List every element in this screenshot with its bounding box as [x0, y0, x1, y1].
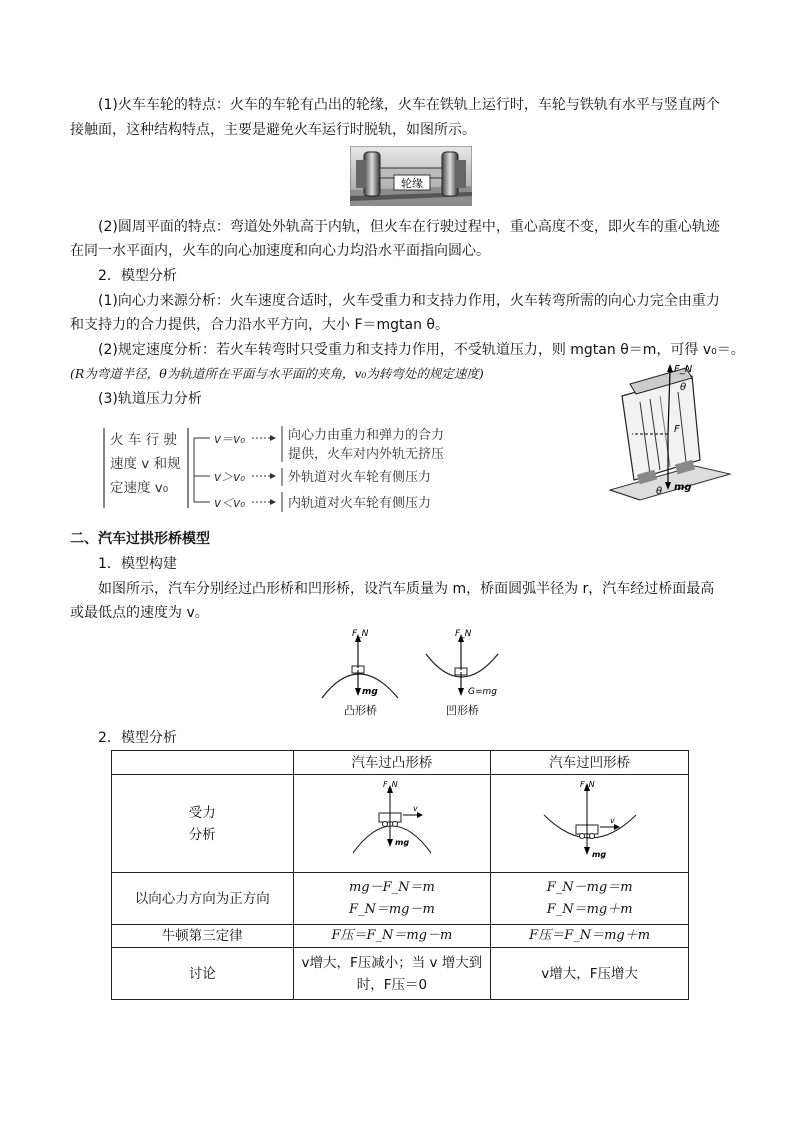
- table-row-centripetal-direction: [112, 873, 689, 925]
- paragraph-bridge-intro-line1: 如图所示，汽车分别经过凸形桥和凹形桥，设汽车质量为 m，桥面圆弧半径为 r，汽车经过桥面最高: [98, 581, 715, 597]
- paragraph-wheel-feature-line1: (1)火车车轮的特点：火车的车轮有凸出的轮缘，火车在铁轨上运行时，车轮与铁轨有水平与竖直两个: [98, 97, 720, 113]
- table-header-concave: 汽车过凹形桥: [491, 751, 689, 775]
- table-header-row: [112, 751, 689, 775]
- table-convex-equations: [293, 873, 491, 925]
- concave-equation-line1: F_N－mg＝m: [546, 879, 633, 895]
- convex-bridge-caption: 凸形桥: [344, 704, 377, 717]
- table-convex-discussion: [293, 948, 491, 1000]
- paragraph-centripetal-source-line1: (1)向心力来源分析：火车速度合适时，火车受重力和支持力作用，火车转弯所需的向心力完全由重力: [98, 293, 720, 309]
- table-convex-pressure: F压＝F_N＝mg－m: [293, 925, 491, 948]
- convex-discussion-line2: 时，F压＝0: [356, 976, 428, 993]
- table-row-newton-third-law: [112, 925, 689, 948]
- train-fig-fn-label: F_N: [674, 364, 693, 375]
- bridges-figure: [318, 628, 508, 720]
- convex-mg-label: mg: [362, 687, 378, 697]
- branch-case-greater: v＞v₀: [214, 470, 246, 484]
- table-concave-fn-label: F_N: [579, 780, 595, 789]
- table-row-force-analysis: [112, 775, 689, 873]
- train-fig-f-label: F: [674, 424, 680, 435]
- table-convex-mg-label: mg: [394, 838, 409, 847]
- table-concave-discussion: v增大，F压增大: [491, 948, 689, 1000]
- paragraph-track-pressure: (3)轨道压力分析: [98, 391, 202, 407]
- paragraph-bridge-intro-line2: 或最低点的速度为 v。: [70, 605, 209, 621]
- paragraph-circular-plane-line2: 在同一水平面内，火车的向心加速度和向心力均沿水平面指向圆心。: [70, 243, 490, 259]
- branch-root-line2: 速度 v 和规: [110, 456, 181, 472]
- force-analysis-label-line1: 受力: [188, 804, 216, 821]
- convex-fn-label: F_N: [352, 629, 369, 639]
- table-row-discussion: [112, 948, 689, 1000]
- table-fig-concave: [491, 775, 689, 873]
- branch-root-line1: 火 车 行 驶: [110, 432, 177, 448]
- table-label-discussion: 讨论: [112, 948, 294, 1000]
- track-pressure-diagram: [102, 424, 482, 514]
- paragraph-centripetal-source-line2: 和支持力的合力提供，合力沿水平方向，大小 F＝mgtan θ。: [70, 317, 449, 333]
- table-convex-fn-label: F_N: [382, 780, 398, 789]
- heading-model-analysis: 2．模型分析: [98, 268, 177, 284]
- heading-model-construction: 1．模型构建: [98, 556, 177, 572]
- train-fig-theta2-label: θ: [656, 486, 663, 497]
- train-fig-theta-label: θ: [680, 382, 687, 393]
- branch-root-line3: 定速度 v₀: [110, 480, 169, 496]
- train-fig-mg-label: mg: [674, 482, 692, 493]
- train-wheel-image: [350, 146, 472, 206]
- train-banked-track-figure: [600, 362, 735, 502]
- concave-bridge-caption: 凹形桥: [446, 704, 479, 717]
- table-convex-v-label: v: [412, 804, 418, 813]
- wheel-flange-label: 轮缘: [401, 177, 423, 190]
- concave-fn-label: F_N: [455, 629, 472, 639]
- heading-arch-bridge-model: 二、汽车过拱形桥模型: [70, 531, 210, 547]
- paragraph-rated-speed: (2)规定速度分析：若火车转弯时只受重力和支持力作用，不受轨道压力，则 mgtan θ＝m，可得 v₀＝。: [98, 342, 745, 358]
- table-label-centripetal-direction: 以向心力方向为正方向: [112, 873, 294, 925]
- table-concave-mg-label: mg: [591, 850, 606, 859]
- table-header-convex: 汽车过凸形桥: [293, 751, 491, 775]
- force-analysis-label-line2: 分析: [188, 826, 216, 843]
- table-fig-convex: [293, 775, 491, 873]
- branch-result3: 内轨道对火车轮有侧压力: [288, 496, 432, 511]
- paragraph-circular-plane-line1: (2)圆周平面的特点：弯道处外轨高于内轨，但火车在行驶过程中，重心高度不变，即火车的重心轨迹: [98, 219, 720, 235]
- table-label-force-analysis: [112, 775, 294, 873]
- table-concave-equations: [491, 873, 689, 925]
- paragraph-rated-speed-note: (R为弯道半径，θ为轨道所在平面与水平面的夹角，v₀为转弯处的规定速度): [70, 366, 484, 381]
- concave-equation-line2: F_N＝mg＋m: [546, 901, 633, 917]
- convex-discussion-line1: v增大，F压减小；当 v 增大到: [301, 954, 483, 971]
- table-concave-v-label: v: [609, 816, 615, 825]
- branch-result2: 外轨道对火车轮有侧压力: [288, 470, 432, 485]
- table-corner-cell: [112, 751, 294, 775]
- concave-g-label: G=mg: [468, 687, 497, 697]
- heading-model-analysis-2: 2．模型分析: [98, 730, 177, 746]
- branch-case-equal: v＝v₀: [214, 432, 246, 446]
- branch-result1-line2: 提供，火车对内外轨无挤压: [288, 447, 445, 462]
- table-concave-pressure: F压＝F_N＝mg＋m: [491, 925, 689, 948]
- convex-equation-line2: F_N＝mg－m: [348, 901, 435, 917]
- paragraph-wheel-feature-line2: 接触面，这种结构特点，主要是避免火车运行时脱轨，如图所示。: [70, 122, 476, 138]
- branch-result1-line1: 向心力由重力和弹力的合力: [288, 428, 445, 443]
- convex-equation-line1: mg－F_N＝m: [348, 879, 435, 895]
- bridge-analysis-table: [111, 750, 689, 1000]
- table-label-newton-third-law: 牛顿第三定律: [112, 925, 294, 948]
- branch-case-less: v＜v₀: [214, 496, 246, 510]
